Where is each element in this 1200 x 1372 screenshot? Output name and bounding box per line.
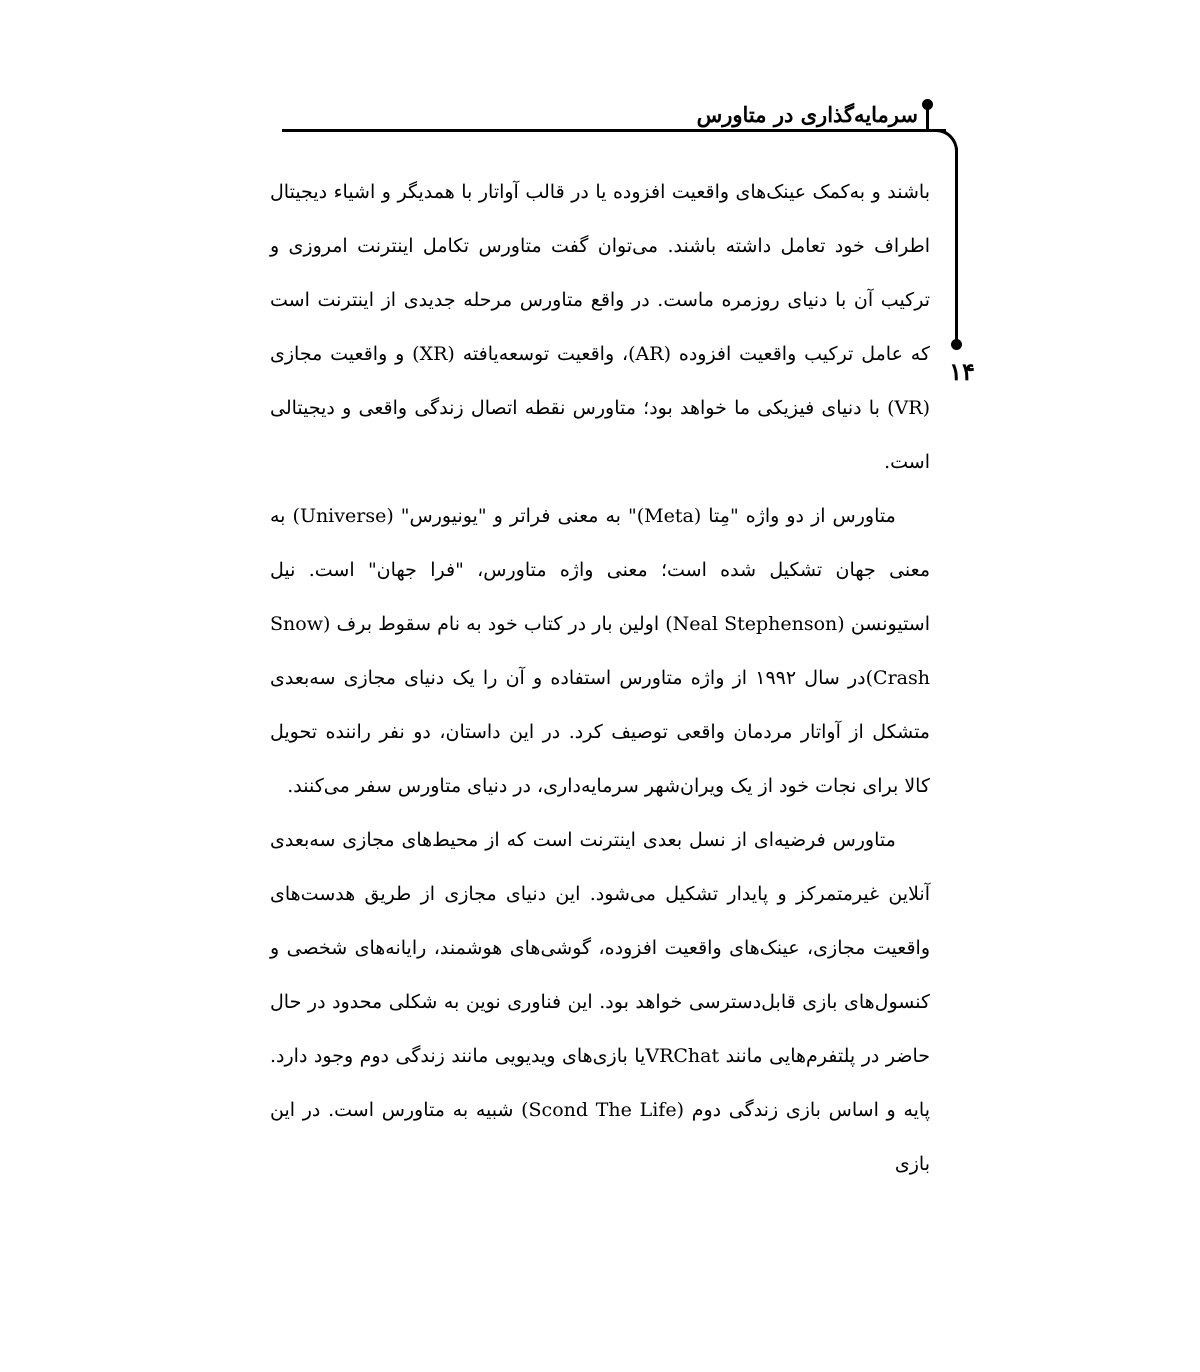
paragraph-2: متاورس از دو واژه "مِتا (Meta)" به معنی فراتر و "یونیورس" (Universe) به معنی جهان تشکیل شده است؛ معنی واژه متاورس، "فرا جهان" است. نیل استیونسن (Neal Stephenson) اولین بار در کتاب خود به نام سقوط برف (Snow Crash)در سال ۱۹۹۲ از واژه متاورس استفاده و آن را یک دنیای مجازی سه‌بعدی متشکل از آواتار مردمان واقعی توصیف کرد. در این داستان، دو نفر راننده تحویل کالا برای نجات خود از یک ویران‌شهر سرمایه‌داری، در دنیای متاورس سفر می‌کنند. [270, 505, 931, 797]
page-number: ۱۴ [949, 357, 975, 386]
paragraph-1: باشند و به‌کمک عینک‌های واقعیت افزوده یا در قالب آواتار با همدیگر و اشیاء دیجیتال اطراف خود تعامل داشته باشند. می‌توان گفت متاورس تکامل اینترنت امروزی و ترکیب آن با دنیای روزمره ماست. در واقع متاورس مرحله جدیدی از اینترنت است که عامل ترکیب واقعیت افزوده (AR)، واقعیت توسعه‌یافته (XR) و واقعیت مجازی (VR) با دنیای فیزیکی ما خواهد بود؛ متاورس نقطه اتصال زندگی واقعی و دیجیتالی است. [270, 181, 931, 473]
header-rule [282, 129, 946, 132]
body-text [270, 165, 930, 1191]
margin-vertical-rule [955, 148, 958, 348]
header-ornament-tick [926, 104, 929, 130]
running-header-title: سرمایه‌گذاری در متاورس [696, 102, 918, 127]
margin-ornament-dot [951, 339, 962, 350]
paragraph-3: متاورس فرضیه‌ای از نسل بعدی اینترنت است که از محیط‌های مجازی سه‌بعدی آنلاین غیرمتمرکز و پایدار تشکیل می‌شود. این دنیای مجازی از طریق هدست‌های واقعیت مجازی، عینک‌های واقعیت افزوده، گوشی‌های هوشمند، رایانه‌های شخصی و کنسول‌های بازی قابل‌دسترسی خواهد بود. این فناوری نوین به شکلی محدود در حال حاضر در پلتفرم‌هایی مانند VRChatیا بازی‌های ویدیویی مانند زندگی دوم وجود دارد. پایه و اساس بازی زندگی دوم (Scond The Life) شبیه به متاورس است. در این بازی [270, 829, 930, 1175]
